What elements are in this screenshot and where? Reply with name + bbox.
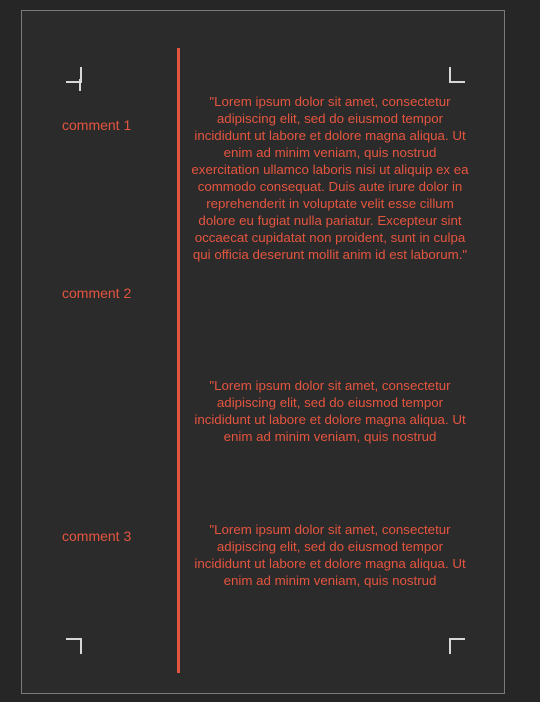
crop-mark-bottom-right-icon — [449, 638, 465, 654]
paragraph-2: "Lorem ipsum dolor sit amet, consectetur adipiscing elit, sed do eiusmod tempor incididunt ut labore et dolore magna aliqua. Ut enim ad minim veniam, quis nostrud — [194, 378, 466, 444]
document-page — [21, 10, 505, 694]
crop-mark-top-right-icon — [449, 67, 465, 83]
paragraph-3: "Lorem ipsum dolor sit amet, consectetur adipiscing elit, sed do eiusmod tempor incididunt ut labore et dolore magna aliqua. Ut enim ad minim veniam, quis nostrud — [194, 522, 466, 588]
paragraph-1: "Lorem ipsum dolor sit amet, consectetur adipiscing elit, sed do eiusmod tempor incididunt ut labore et dolore magna aliqua. Ut enim ad minim veniam, quis nostrud exercitation ullamco laboris nisi ut aliquip ex ea commodo consequat. Duis aute irure dolor in reprehenderit in voluptate velit esse cillum dolore eu fugiat nulla pariatur. Excepteur sint occaecat cupidatat non proident, sunt in culpa qui officia deserunt mollit anim id est laborum." — [191, 94, 469, 262]
column-divider — [177, 48, 180, 673]
crop-mark-bottom-left-icon — [66, 638, 82, 654]
text-cursor-icon — [79, 79, 81, 91]
comment-label-3[interactable]: comment 3 — [62, 528, 132, 544]
comment-label-2[interactable]: comment 2 — [62, 285, 132, 301]
comment-label-1[interactable]: comment 1 — [62, 117, 132, 133]
